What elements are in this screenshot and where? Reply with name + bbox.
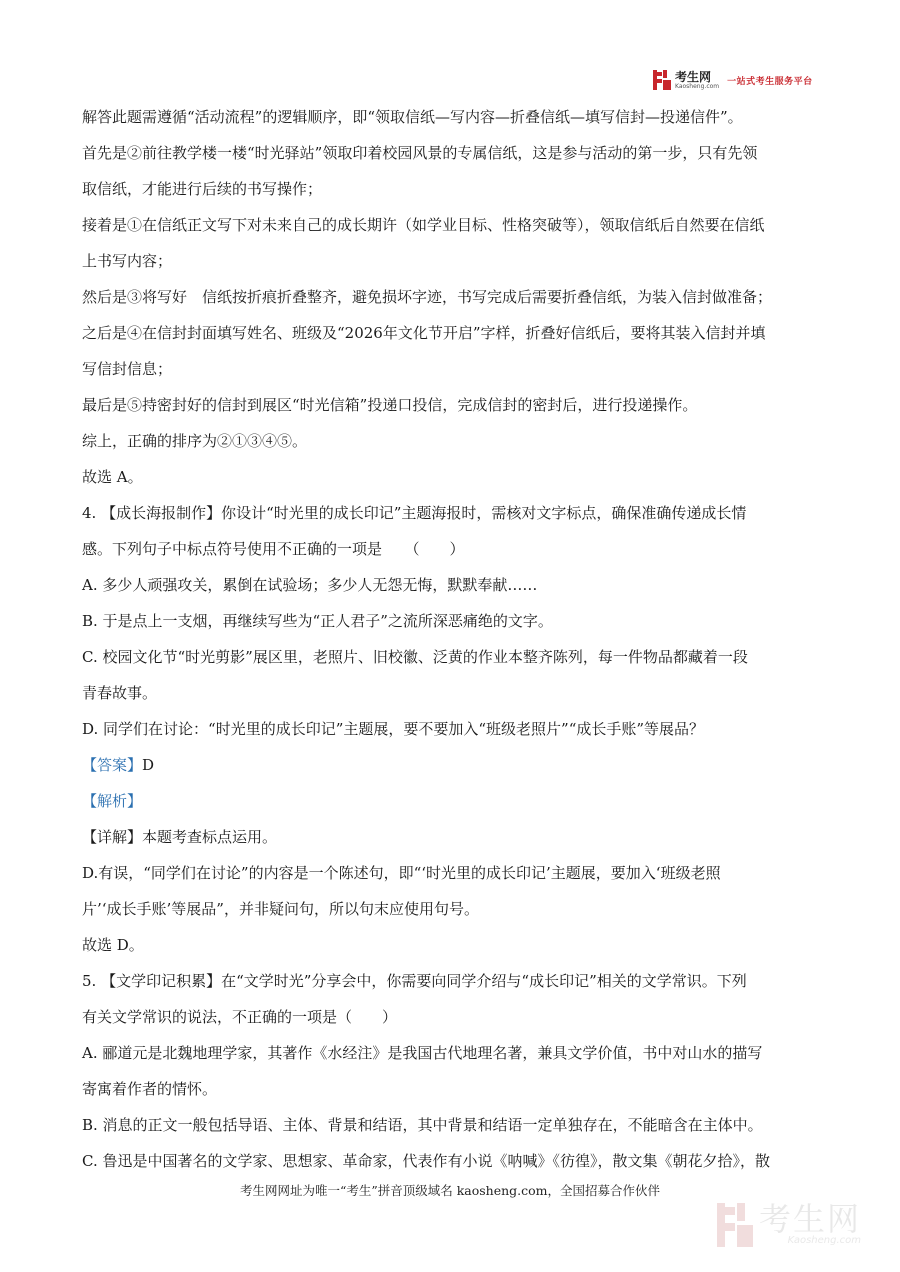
text-line: [82, 927, 822, 963]
text-line: [82, 783, 822, 819]
line-text: D. 同学们在讨论：“时光里的成长印记”主题展，要不要加入“班级老照片”“成长手账”等展品？: [82, 720, 705, 738]
line-text: 之后是④在信封封面填写姓名、班级及“2026年文化节开启”字样，折叠好信纸后，要将其装入信封并填: [82, 324, 766, 342]
text-line: [82, 819, 822, 855]
text-line: [82, 1071, 822, 1107]
line-text: C. 校园文化节“时光剪影”展区里，老照片、旧校徽、泛黄的作业本整齐陈列，每一件物品都藏着一段: [82, 648, 748, 666]
text-line: [82, 99, 822, 135]
line-text: 青春故事。: [82, 684, 158, 702]
watermark-logo-icon: [717, 1203, 753, 1247]
text-line: [82, 747, 822, 783]
line-text: 解答此题需遵循“活动流程”的逻辑顺序，即“领取信纸—写内容—折叠信纸—填写信封—投递信件”。: [82, 108, 743, 126]
text-line: [82, 963, 822, 999]
line-text: 【详解】本题考查标点运用。: [82, 828, 278, 846]
section-label: 【解析】: [82, 792, 143, 810]
line-text: 取信纸，才能进行后续的书写操作；: [82, 180, 323, 198]
text-line: [82, 279, 822, 315]
text-line: [82, 171, 822, 207]
text-line: [82, 459, 822, 495]
line-text: 综上，正确的排序为②①③④⑤。: [82, 432, 308, 450]
line-text: 然后是③将写好 信纸按折痕折叠整齐，避免损坏字迹，书写完成后需要折叠信纸，为装入信封做准备；: [82, 288, 773, 306]
watermark: [717, 1200, 862, 1247]
text-line: [82, 999, 822, 1035]
logo-slogan: 一站式考生服务平台: [727, 76, 813, 87]
text-line: [82, 135, 822, 171]
line-text: 5. 【文学印记积累】在“文学时光”分享会中，你需要向同学介绍与“成长印记”相关的文学常识。下列: [82, 972, 747, 990]
line-text: C. 鲁迅是中国著名的文学家、思想家、革命家，代表作有小说《呐喊》《彷徨》，散文集《朝花夕拾》，散: [82, 1152, 770, 1170]
text-line: [82, 243, 822, 279]
page-footer: 考生网网址为唯一“考生”拼音顶级域名 kaosheng.com，全国招募合作伙伴: [239, 1183, 661, 1198]
text-line: [82, 1143, 822, 1179]
text-line: [82, 639, 822, 675]
line-text: 片’‘成长手账’等展品”，并非疑问句，所以句末应使用句号。: [82, 900, 479, 918]
text-line: [82, 423, 822, 459]
logo-name: 考生网: [675, 69, 712, 84]
watermark-name: 考生网: [759, 1200, 862, 1238]
text-line: [82, 711, 822, 747]
line-text: B. 于是点上一支烟，再继续写些为“正人君子”之流所深恶痛绝的文字。: [82, 612, 553, 630]
line-text: A. 多少人顽强攻关，累倒在试验场；多少人无怨无悔，默默奉献……: [82, 576, 538, 594]
text-line: [82, 891, 822, 927]
line-text: 故选 D。: [82, 936, 144, 954]
line-text: 首先是②前往教学楼一楼“时光驿站”领取印着校园风景的专属信纸，这是参与活动的第一步，只有先领: [82, 144, 758, 162]
line-text: 寄寓着作者的情怀。: [82, 1080, 218, 1098]
kaosheng-logo-icon: [653, 70, 671, 90]
logo-domain: Kaosheng.com: [675, 82, 720, 90]
section-label: 【答案】: [82, 756, 143, 774]
line-text: D.有误，“同学们在讨论”的内容是一个陈述句，即“‘时光里的成长印记’主题展，要加入‘班级老照: [82, 864, 721, 882]
line-text: B. 消息的正文一般包括导语、主体、背景和结语，其中背景和结语一定单独存在，不能暗含在主体中。: [82, 1116, 763, 1134]
text-line: [82, 387, 822, 423]
line-text: D: [142, 756, 155, 774]
line-text: 最后是⑤持密封好的信封到展区“时光信箱”投递口投信，完成信封的密封后，进行投递操作。: [82, 396, 698, 414]
line-text: 接着是①在信纸正文写下对未来自己的成长期许（如学业目标、性格突破等），领取信纸后自然要在信纸: [82, 216, 765, 234]
text-line: [82, 855, 822, 891]
text-line: [82, 531, 822, 567]
line-text: 4. 【成长海报制作】你设计“时光里的成长印记”主题海报时，需核对文字标点，确保准确传递成长情: [82, 504, 747, 522]
line-text: 上书写内容；: [82, 252, 173, 270]
text-line: [82, 567, 822, 603]
document-body: [82, 99, 822, 1179]
text-line: [82, 603, 822, 639]
text-line: [82, 675, 822, 711]
line-text: 有关文学常识的说法，不正确的一项是（ ）: [82, 1008, 398, 1026]
line-text: 写信封信息；: [82, 360, 173, 378]
line-text: 感。下列句子中标点符号使用不正确的一项是 （ ）: [82, 540, 465, 558]
header-logo: [653, 70, 813, 90]
text-line: [82, 315, 822, 351]
line-text: A. 郦道元是北魏地理学家，其著作《水经注》是我国古代地理名著，兼具文学价值，书中对山水的描写: [82, 1044, 763, 1062]
text-line: [82, 1107, 822, 1143]
watermark-domain: Kaosheng.com: [787, 1235, 862, 1246]
text-line: [82, 351, 822, 387]
text-line: [82, 207, 822, 243]
text-line: [82, 1035, 822, 1071]
text-line: [82, 495, 822, 531]
line-text: 故选 A。: [82, 468, 143, 486]
